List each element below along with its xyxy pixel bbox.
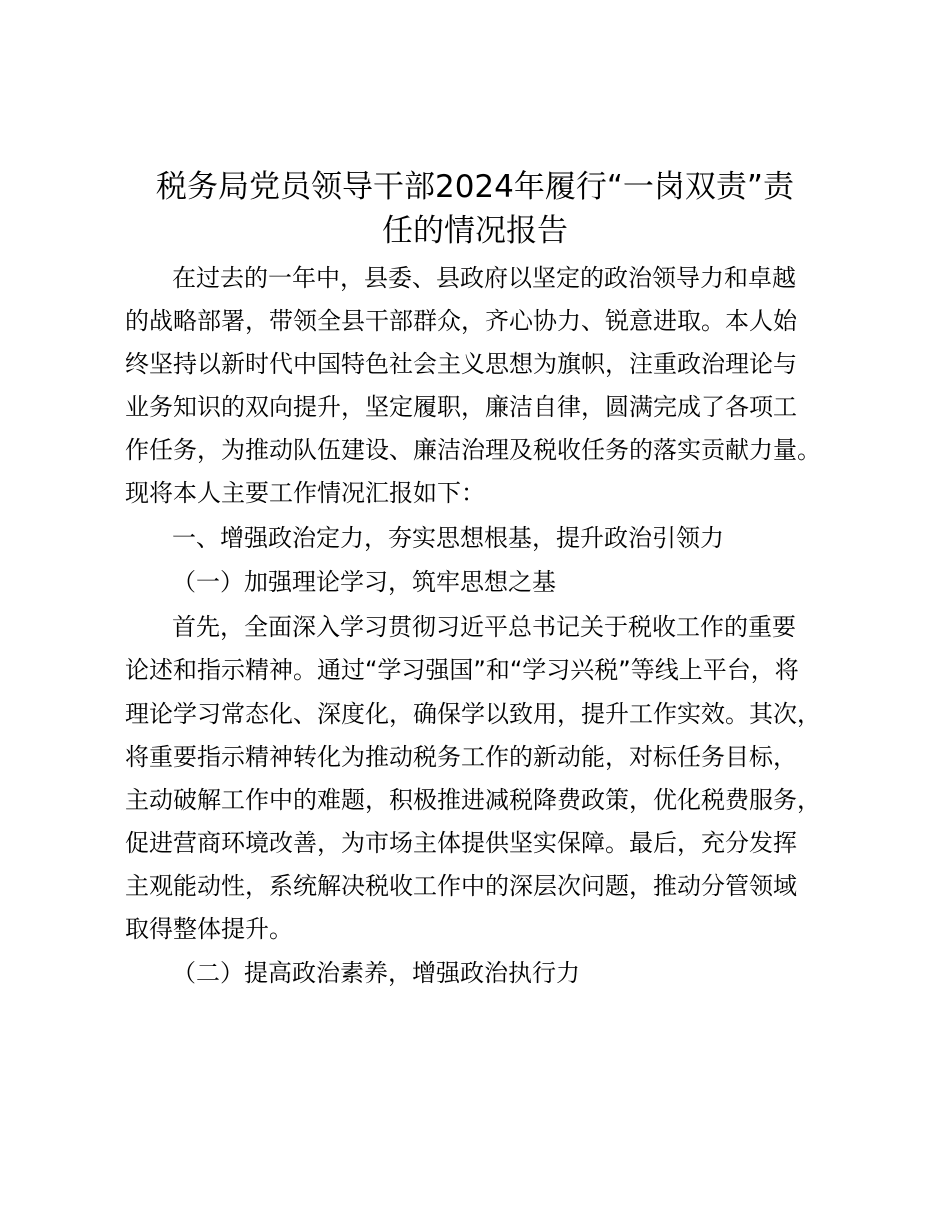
paragraph-body-line: 促进营商环境改善，为市场主体提供坚实保障。最后，充分发挥: [125, 829, 797, 857]
paragraph-body-line: 理论学习常态化、深度化，确保学以致用，提升工作实效。其次，: [125, 700, 821, 728]
paragraph-intro-line: 的战略部署，带领全县干部群众，齐心协力、锐意进取。本人始: [125, 307, 797, 335]
paragraph-body-line: 将重要指示精神转化为推动税务工作的新动能，对标任务目标，: [125, 743, 797, 771]
paragraph-intro-line: 业务知识的双向提升，坚定履职，廉洁自律，圆满完成了各项工: [125, 393, 797, 421]
document-title-line-1: 税务局党员领导干部2024年履行“一岗双责”责: [155, 169, 794, 205]
paragraph-body-line: 论述和指示精神。通过“学习强国”和“学习兴税”等线上平台，将: [125, 656, 799, 684]
paragraph-body-line: 首先，全面深入学习贯彻习近平总书记关于税收工作的重要: [172, 613, 796, 641]
paragraph-intro-line: 终坚持以新时代中国特色社会主义思想为旗帜，注重政治理论与: [125, 350, 797, 378]
section-heading: 一、增强政治定力，夯实思想根基，提升政治引领力: [172, 524, 724, 552]
subsection-heading: （二）提高政治素养，增强政治执行力: [172, 959, 580, 987]
paragraph-intro-line: 现将本人主要工作情况汇报如下：: [125, 479, 485, 507]
document-title-line-2: 任的情况报告: [382, 213, 568, 249]
paragraph-intro-line: 作任务，为推动队伍建设、廉洁治理及税收任务的落实贡献力量。: [125, 436, 821, 464]
subsection-heading: （一）加强理论学习，筑牢思想之基: [172, 568, 556, 596]
paragraph-body-line: 主动破解工作中的难题，积极推进减税降费政策，优化税费服务，: [125, 786, 821, 814]
paragraph-body-line: 取得整体提升。: [125, 915, 293, 943]
paragraph-body-line: 主观能动性，系统解决税收工作中的深层次问题，推动分管领域: [125, 872, 797, 900]
paragraph-intro-line: 在过去的一年中，县委、县政府以坚定的政治领导力和卓越: [172, 264, 796, 292]
